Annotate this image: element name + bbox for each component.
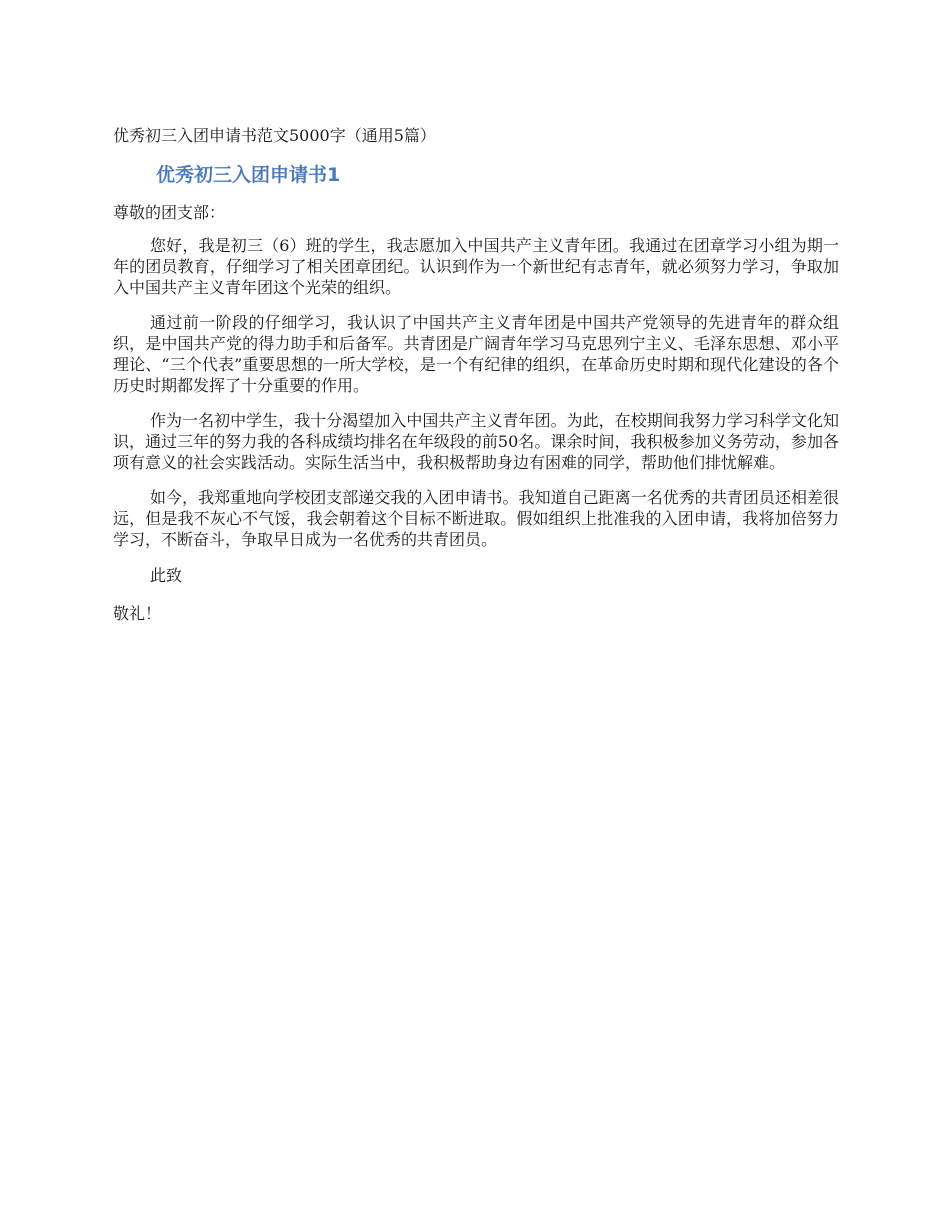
- section-heading: 优秀初三入团申请书1: [156, 164, 341, 186]
- regards: 敬礼！: [113, 604, 162, 623]
- paragraph-3: 作为一名初中学生，我十分渴望加入中国共产主义青年团。为此，在校期间我努力学习科学文化知识，通过三年的努力我的各科成绩均排名在年级段的前50名。课余时间，我积极参加义务劳动，参加各项有意义的社会实践活动。实际生活当中，我积极帮助身边有困难的同学，帮助他们排忧解难。: [113, 411, 839, 472]
- document-body: [113, 124, 839, 626]
- paragraph-2: 通过前一阶段的仔细学习，我认识了中国共产主义青年团是中国共产党领导的先进青年的群众组织，是中国共产党的得力助手和后备军。共青团是广阔青年学习马克思列宁主义、毛泽东思想、邓小平理论、“三个代表”重要思想的一所大学校，是一个有纪律的组织，在革命历史时期和现代化建设的各个历史时期都发挥了十分重要的作用。: [113, 313, 839, 395]
- document-title: 优秀初三入团申请书范文5000字（通用5篇）: [113, 126, 436, 145]
- closing-phrase: 此致: [150, 566, 183, 585]
- paragraph-1: 您好，我是初三（6）班的学生，我志愿加入中国共产主义青年团。我通过在团章学习小组为期一年的团员教育，仔细学习了相关团章团纪。认识到作为一个新世纪有志青年，就必须努力学习，争取加入中国共产主义青年团这个光荣的组织。: [113, 236, 839, 297]
- salutation: 尊敬的团支部：: [113, 203, 226, 222]
- paragraph-4: 如今，我郑重地向学校团支部递交我的入团申请书。我知道自己距离一名优秀的共青团员还相差很远，但是我不灰心不气馁，我会朝着这个目标不断进取。假如组织上批准我的入团申请，我将加倍努力学习，不断奋斗，争取早日成为一名优秀的共青团员。: [113, 488, 839, 549]
